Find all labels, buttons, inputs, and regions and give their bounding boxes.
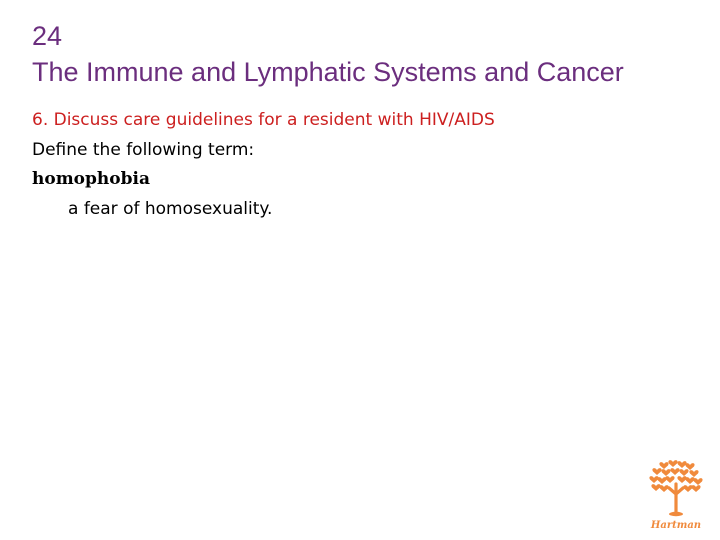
- chapter-number: 24: [32, 21, 63, 51]
- slide-title: [32, 18, 624, 90]
- slide-body: [32, 106, 495, 224]
- instruction-text: Define the following term:: [32, 139, 255, 160]
- logo-wordmark: Hartman: [650, 520, 702, 531]
- term-definition: a fear of homosexuality.: [68, 198, 273, 219]
- chapter-title: The Immune and Lymphatic Systems and Cancer: [32, 57, 624, 87]
- hartman-logo: [644, 458, 708, 532]
- learning-objective: 6. Discuss care guidelines for a resident with HIV/AIDS: [32, 110, 495, 130]
- heart-tree-icon: [644, 458, 708, 532]
- vocabulary-term: homophobia: [32, 169, 150, 189]
